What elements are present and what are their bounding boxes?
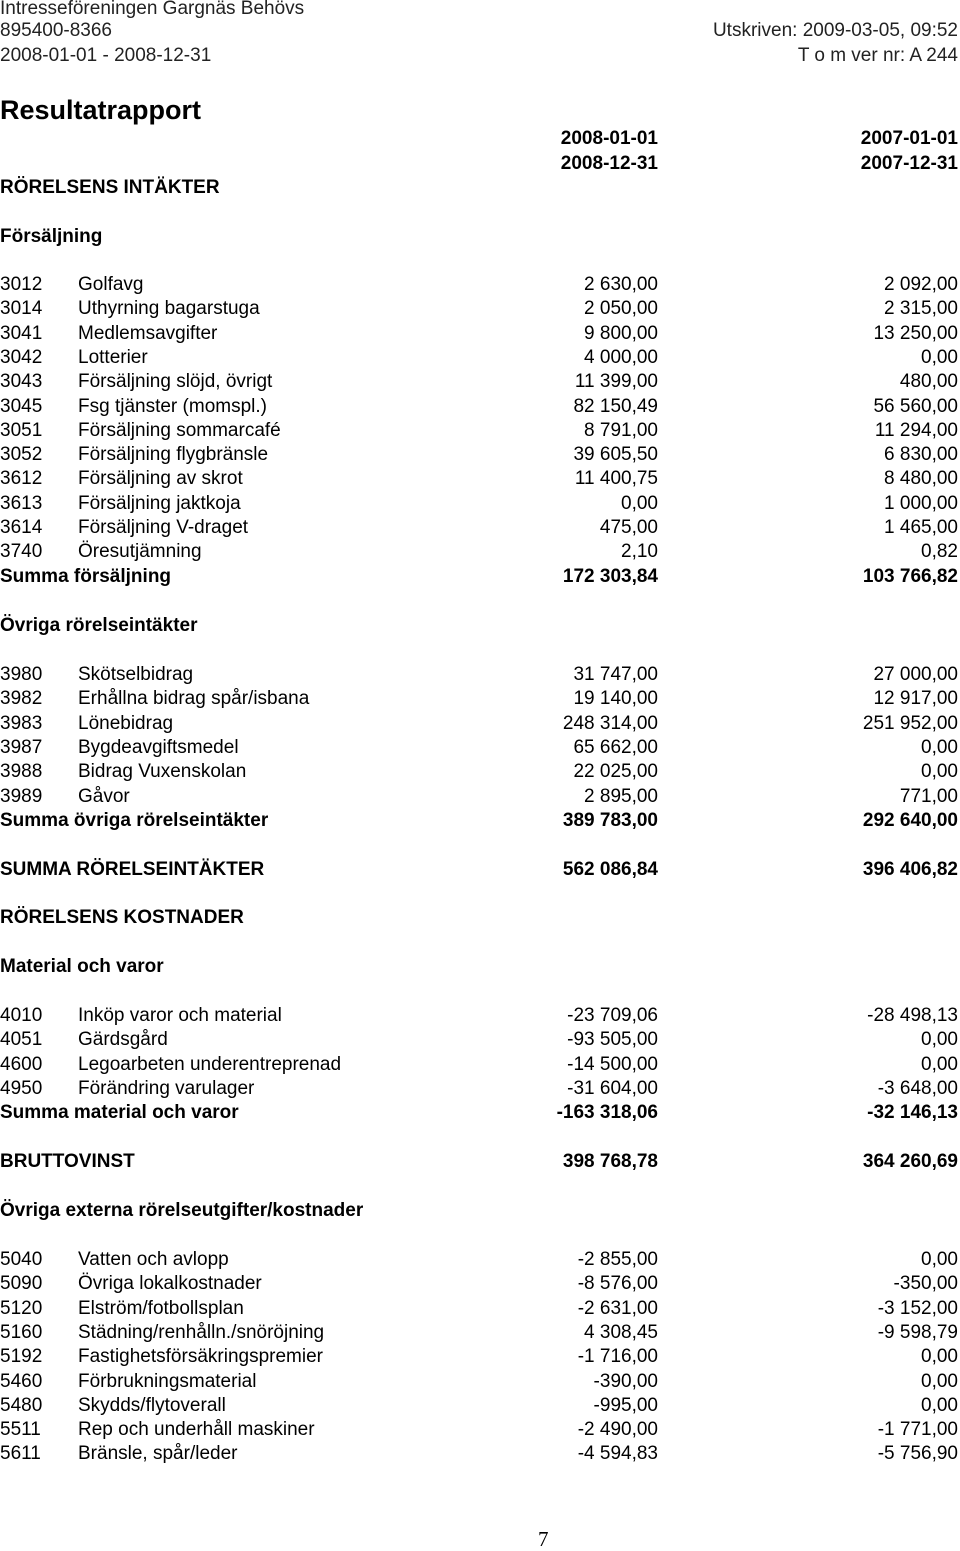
total-income-label: SUMMA RÖRELSEINTÄKTER	[0, 859, 265, 880]
amount-previous: 12 917,00	[873, 688, 958, 710]
account-number: 5511	[0, 1419, 41, 1441]
amount-current: 4 000,00	[584, 346, 658, 368]
total-income-previous: 396 406,82	[862, 859, 958, 880]
amount-previous: -9 598,79	[877, 1321, 958, 1343]
section-costs: RÖRELSENS KOSTNADER	[0, 907, 244, 928]
amount-current: 39 605,50	[573, 444, 658, 466]
account-number: 3051	[0, 419, 43, 441]
gross-profit-previous: 364 260,69	[862, 1151, 958, 1172]
amount-previous: -1 771,00	[877, 1419, 958, 1441]
account-name: Skydds/flytoverall	[78, 1394, 226, 1416]
amount-previous: 6 830,00	[884, 444, 958, 466]
group-heading-ovriga-intakter: Övriga rörelseintäkter	[0, 615, 198, 636]
amount-current: -1 716,00	[577, 1346, 658, 1368]
report-period: 2008-01-01 - 2008-12-31	[0, 45, 212, 66]
amount-current: -31 604,00	[567, 1077, 658, 1099]
account-number: 3614	[0, 517, 43, 538]
amount-previous: 2 315,00	[884, 298, 958, 320]
amount-current: -4 594,83	[577, 1443, 658, 1465]
amount-previous: 0,00	[921, 1346, 958, 1368]
account-number: 3989	[0, 785, 43, 807]
version-number: T o m ver nr: A 244	[797, 45, 958, 66]
amount-current: -390,00	[593, 1370, 658, 1392]
account-number: 3740	[0, 541, 43, 563]
sum-ovriga-intakter-current: 389 783,00	[562, 810, 658, 831]
amount-previous: 0,00	[921, 346, 958, 368]
sum-ovriga-intakter-previous: 292 640,00	[862, 810, 958, 831]
amount-current: 2 630,00	[584, 274, 658, 295]
account-name: Uthyrning bagarstuga	[78, 298, 260, 320]
account-number: 5460	[0, 1370, 43, 1392]
gross-profit-label: BRUTTOVINST	[0, 1151, 135, 1172]
amount-current: 4 308,45	[584, 1321, 658, 1343]
amount-current: -2 631,00	[577, 1297, 658, 1319]
account-name: Försäljning jaktkoja	[78, 492, 241, 514]
amount-current: 11 400,75	[574, 468, 658, 490]
account-number: 3613	[0, 492, 43, 514]
account-number: 5611	[0, 1443, 41, 1465]
account-number: 5120	[0, 1297, 43, 1319]
amount-current: 31 747,00	[573, 664, 658, 685]
amount-current: -995,00	[593, 1394, 658, 1416]
col-previous-from: 2007-01-01	[860, 128, 958, 149]
page-number: 7	[538, 1527, 549, 1551]
account-name: Försäljning sommarcafé	[78, 419, 281, 441]
amount-current: 2 050,00	[584, 298, 658, 320]
amount-previous: 0,00	[921, 736, 958, 758]
org-number: 895400-8366	[0, 20, 112, 41]
account-name: Legoarbeten underentreprenad	[78, 1053, 342, 1075]
org-name: Intresseföreningen Gargnäs Behövs	[0, 0, 305, 19]
amount-current: -14 500,00	[567, 1053, 658, 1075]
account-number: 4010	[0, 1005, 43, 1026]
account-number: 3045	[0, 395, 43, 417]
amount-previous: 13 250,00	[873, 322, 958, 344]
account-name: Öresutjämning	[78, 541, 202, 563]
account-number: 3982	[0, 688, 43, 710]
amount-previous: 0,00	[921, 761, 958, 783]
amount-current: 9 800,00	[584, 322, 658, 344]
account-number: 3612	[0, 468, 43, 490]
account-number: 4950	[0, 1077, 43, 1099]
amount-current: -23 709,06	[567, 1005, 658, 1026]
account-name: Försäljning flygbränsle	[78, 444, 269, 466]
account-number: 3983	[0, 712, 43, 734]
sum-forsaljning-current: 172 303,84	[562, 566, 658, 587]
amount-previous: -28 498,13	[867, 1005, 958, 1026]
account-name: Lotterier	[78, 346, 148, 368]
account-number: 5480	[0, 1394, 43, 1416]
amount-current: 82 150,49	[573, 395, 658, 417]
account-name: Fastighetsförsäkringspremier	[78, 1346, 323, 1368]
account-name: Vatten och avlopp	[78, 1249, 229, 1270]
account-number: 3987	[0, 736, 43, 758]
amount-previous: 1 465,00	[884, 517, 958, 538]
account-number: 4051	[0, 1029, 43, 1051]
account-number: 5040	[0, 1249, 43, 1270]
amount-current: -2 490,00	[577, 1419, 658, 1441]
account-name: Försäljning av skrot	[78, 468, 243, 490]
amount-current: -93 505,00	[567, 1029, 658, 1051]
amount-current: 22 025,00	[573, 761, 658, 783]
sum-material-label: Summa material och varor	[0, 1102, 239, 1123]
account-number: 3041	[0, 322, 43, 344]
amount-previous: 0,82	[921, 541, 958, 563]
account-name: Elström/fotbollsplan	[78, 1297, 244, 1319]
report-title: Resultatrapport	[0, 95, 202, 125]
account-name: Skötselbidrag	[78, 664, 194, 685]
amount-current: 19 140,00	[573, 688, 658, 710]
account-name: Bidrag Vuxenskolan	[78, 761, 247, 783]
amount-previous: 0,00	[921, 1249, 958, 1270]
account-name: Städning/renhålln./snöröjning	[78, 1321, 325, 1343]
account-number: 3052	[0, 444, 43, 466]
account-name: Inköp varor och material	[78, 1005, 282, 1026]
account-name: Rep och underhåll maskiner	[78, 1419, 315, 1441]
group-heading-externa: Övriga externa rörelseutgifter/kostnader	[0, 1200, 364, 1221]
col-current-to: 2008-12-31	[560, 153, 658, 174]
amount-current: 2,10	[621, 541, 658, 563]
account-name: Förändring varulager	[78, 1077, 255, 1099]
account-number: 3042	[0, 346, 43, 368]
account-number: 3988	[0, 761, 43, 783]
amount-previous: 480,00	[899, 371, 958, 393]
amount-previous: 771,00	[899, 785, 958, 807]
total-income-current: 562 086,84	[562, 859, 658, 880]
amount-current: 2 895,00	[584, 785, 658, 807]
account-name: Förbrukningsmaterial	[78, 1370, 257, 1392]
amount-previous: 0,00	[921, 1053, 958, 1075]
account-number: 3980	[0, 664, 43, 685]
account-number: 4600	[0, 1053, 43, 1075]
amount-current: 248 314,00	[562, 712, 658, 734]
account-number: 5090	[0, 1273, 43, 1295]
account-number: 5160	[0, 1321, 43, 1343]
account-name: Bygdeavgiftsmedel	[78, 736, 239, 758]
account-name: Fsg tjänster (momspl.)	[78, 395, 267, 417]
amount-previous: -5 756,90	[877, 1443, 958, 1465]
account-number: 3012	[0, 274, 43, 295]
group-heading-forsaljning: Försäljning	[0, 226, 103, 247]
amount-previous: -3 648,00	[877, 1077, 958, 1099]
amount-current: 11 399,00	[574, 371, 658, 393]
account-name: Försäljning slöjd, övrigt	[78, 371, 273, 393]
sum-forsaljning-label: Summa försäljning	[0, 566, 172, 587]
amount-previous: 251 952,00	[862, 712, 958, 734]
amount-previous: 0,00	[921, 1029, 958, 1051]
amount-previous: 56 560,00	[873, 395, 958, 417]
account-name: Försäljning V-draget	[78, 517, 249, 538]
account-name: Lönebidrag	[78, 712, 174, 734]
gross-profit-current: 398 768,78	[562, 1151, 658, 1172]
account-name: Övriga lokalkostnader	[78, 1273, 262, 1295]
amount-previous: 0,00	[921, 1370, 958, 1392]
section-income: RÖRELSENS INTÄKTER	[0, 177, 220, 198]
sum-forsaljning-previous: 103 766,82	[862, 566, 958, 587]
amount-current: 65 662,00	[573, 736, 658, 758]
amount-current: 475,00	[599, 517, 658, 538]
account-name: Gåvor	[78, 785, 130, 807]
account-name: Medlemsavgifter	[78, 322, 218, 344]
amount-previous: 27 000,00	[873, 664, 958, 685]
account-number: 3043	[0, 371, 43, 393]
amount-current: -8 576,00	[577, 1273, 658, 1295]
account-name: Golfavg	[78, 274, 144, 295]
account-number: 3014	[0, 298, 43, 320]
amount-previous: 8 480,00	[884, 468, 958, 490]
sum-material-current: -163 318,06	[556, 1102, 658, 1123]
amount-previous: -350,00	[893, 1273, 958, 1295]
account-name: Gärdsgård	[78, 1029, 168, 1051]
sum-ovriga-intakter-label: Summa övriga rörelseintäkter	[0, 810, 269, 831]
col-current-from: 2008-01-01	[560, 128, 658, 149]
amount-previous: 11 294,00	[874, 419, 958, 441]
sum-material-previous: -32 146,13	[867, 1102, 958, 1123]
amount-previous: 2 092,00	[884, 274, 958, 295]
amount-previous: 0,00	[921, 1394, 958, 1416]
amount-current: 8 791,00	[584, 419, 658, 441]
col-previous-to: 2007-12-31	[860, 153, 958, 174]
amount-previous: 1 000,00	[884, 492, 958, 514]
account-name: Erhållna bidrag spår/isbana	[78, 688, 310, 710]
amount-current: -2 855,00	[577, 1249, 658, 1270]
account-number: 5192	[0, 1346, 43, 1368]
account-name: Bränsle, spår/leder	[78, 1443, 238, 1465]
printed-date: Utskriven: 2009-03-05, 09:52	[712, 20, 958, 41]
amount-current: 0,00	[621, 492, 658, 514]
amount-previous: -3 152,00	[877, 1297, 958, 1319]
group-heading-material: Material och varor	[0, 956, 164, 977]
